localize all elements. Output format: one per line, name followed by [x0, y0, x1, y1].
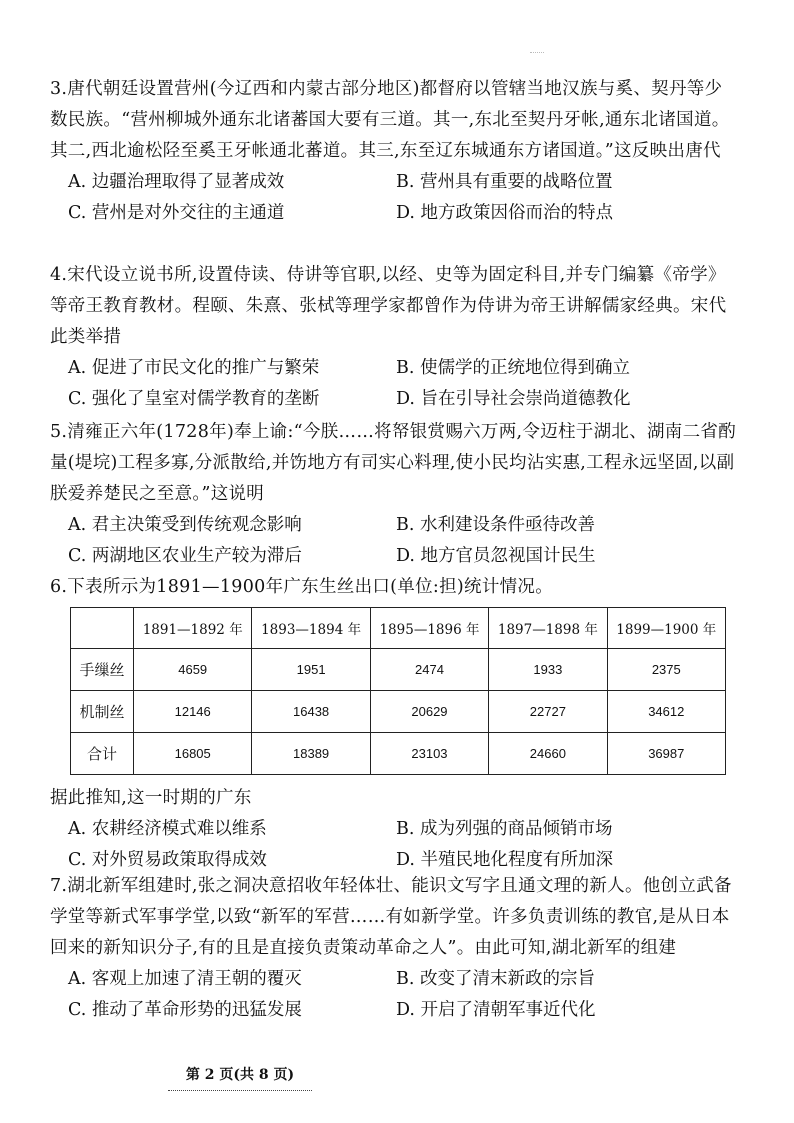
question-3-stem: 3.唐代朝廷设置营州(今辽西和内蒙古部分地区)都督府以管辖当地汉族与奚、契丹等少数民族。“营州柳城外通东北诸蕃国大要有三道。其一,东北至契丹牙帐,通东北诸国道。其二,西北逾松陉至奚王牙帐通北蕃道。其三,东至辽东城通东方诸国道。”这反映出唐代 [50, 79, 730, 161]
question-4 [50, 260, 740, 415]
table-header-cell: 1899—1900 年 [607, 608, 725, 649]
table-cell: 1951 [252, 649, 370, 691]
question-6-stem: 6.下表所示为1891—1900年广东生丝出口(单位:担)统计情况。 [50, 577, 554, 597]
table-cell: 4659 [134, 649, 252, 691]
question-7-option-d[interactable]: D. 开启了清朝军事近代化 [396, 1000, 596, 1020]
table-row [71, 733, 726, 775]
question-6-option-c[interactable]: C. 对外贸易政策取得成效 [68, 850, 267, 870]
question-7-options-row-2 [50, 995, 740, 1026]
question-7-stem: 7.湖北新军组建时,张之洞决意招收年轻体壮、能识文写字且通文理的新人。他创立武备学堂等新式军事学堂,以致“新军的军营……有如新学堂。许多负责训练的教官,是从日本回来的新知识分子,有的且是直接负责策动革命之人”。由此可知,湖北新军的组建 [50, 876, 732, 958]
question-6-option-b[interactable]: B. 成为列强的商品倾销市场 [396, 819, 613, 839]
question-3-option-a[interactable]: A. 边疆治理取得了显著成效 [68, 172, 285, 192]
table-row [71, 649, 726, 691]
table-cell: 2474 [370, 649, 488, 691]
table-header-cell: 1891—1892 年 [134, 608, 252, 649]
question-7-option-a[interactable]: A. 客观上加速了清王朝的覆灭 [68, 969, 302, 989]
question-5-option-b[interactable]: B. 水利建设条件亟待改善 [396, 515, 595, 535]
question-4-options-row-2 [50, 384, 740, 415]
question-5-option-d[interactable]: D. 地方官员忽视国计民生 [396, 546, 596, 566]
table-cell: 12146 [134, 691, 252, 733]
table-cell: 2375 [607, 649, 725, 691]
question-4-option-b[interactable]: B. 使儒学的正统地位得到确立 [396, 358, 630, 378]
question-7-option-b[interactable]: B. 改变了清末新政的宗旨 [396, 969, 595, 989]
question-6-option-a[interactable]: A. 农耕经济模式难以维系 [68, 819, 267, 839]
question-5-option-c[interactable]: C. 两湖地区农业生产较为滞后 [68, 546, 302, 566]
table-cell: 1933 [489, 649, 607, 691]
question-6 [50, 783, 740, 876]
question-6-option-d[interactable]: D. 半殖民地化程度有所加深 [396, 850, 614, 870]
page-number-footer: 第 2 页(共 8 页) [185, 1067, 295, 1083]
table-cell: 22727 [489, 691, 607, 733]
question-5-stem: 5.清雍正六年(1728年)奉上谕:“今朕……将帑银赏赐六万两,令迈柱于湖北、湖南二省酌量(堤垸)工程多寡,分派散给,并饬地方有司实心料理,使小民均沾实惠,工程永远坚固,以副朕爱养楚民之至意。”这说明 [50, 422, 736, 504]
question-4-option-d[interactable]: D. 旨在引导社会崇尚道德教化 [396, 389, 631, 409]
table-row-label: 手缫丝 [71, 649, 134, 691]
question-5-options-row-1 [50, 510, 740, 541]
question-3-options-row-1 [50, 167, 740, 198]
question-4-stem: 4.宋代设立说书所,设置侍读、侍讲等官职,以经、史等为固定科目,并专门编纂《帝学》等帝王教育教材。程颐、朱熹、张栻等理学家都曾作为侍讲为帝王讲解儒家经典。宋代此类举措 [50, 265, 727, 347]
table-header-cell [71, 608, 134, 649]
question-3-options-row-2 [50, 198, 740, 229]
table-cell: 20629 [370, 691, 488, 733]
table-cell: 23103 [370, 733, 488, 775]
question-3 [50, 74, 740, 229]
question-6-options-row-1 [50, 814, 740, 845]
question-4-option-a[interactable]: A. 促进了市民文化的推广与繁荣 [68, 358, 320, 378]
table-header-cell: 1893—1894 年 [252, 608, 370, 649]
silk-export-table [70, 607, 726, 775]
question-7-options-row-1 [50, 964, 740, 995]
question-7 [50, 871, 740, 1026]
question-5-option-a[interactable]: A. 君主决策受到传统观念影响 [68, 515, 302, 535]
table-header-row [71, 608, 726, 649]
question-5 [50, 417, 740, 572]
table-cell: 16805 [134, 733, 252, 775]
table-cell: 36987 [607, 733, 725, 775]
table-row-label: 合计 [71, 733, 134, 775]
question-3-option-d[interactable]: D. 地方政策因俗而治的特点 [396, 203, 614, 223]
table-cell: 24660 [489, 733, 607, 775]
table-cell: 34612 [607, 691, 725, 733]
table-cell: 16438 [252, 691, 370, 733]
table-header-cell: 1895—1896 年 [370, 608, 488, 649]
question-3-option-c[interactable]: C. 营州是对外交往的主通道 [68, 203, 285, 223]
question-6-stem-block [50, 572, 740, 603]
table-row [71, 691, 726, 733]
table-header-cell: 1897—1898 年 [489, 608, 607, 649]
footer-wavy-underline [168, 1084, 312, 1091]
question-3-option-b[interactable]: B. 营州具有重要的战略位置 [396, 172, 613, 192]
question-6-tail: 据此推知,这一时期的广东 [50, 788, 252, 808]
page-top-mark [530, 52, 544, 57]
question-7-option-c[interactable]: C. 推动了革命形势的迅猛发展 [68, 1000, 302, 1020]
question-4-options-row-1 [50, 353, 740, 384]
question-5-options-row-2 [50, 541, 740, 572]
table-row-label: 机制丝 [71, 691, 134, 733]
question-4-option-c[interactable]: C. 强化了皇室对儒学教育的垄断 [68, 389, 320, 409]
table-cell: 18389 [252, 733, 370, 775]
